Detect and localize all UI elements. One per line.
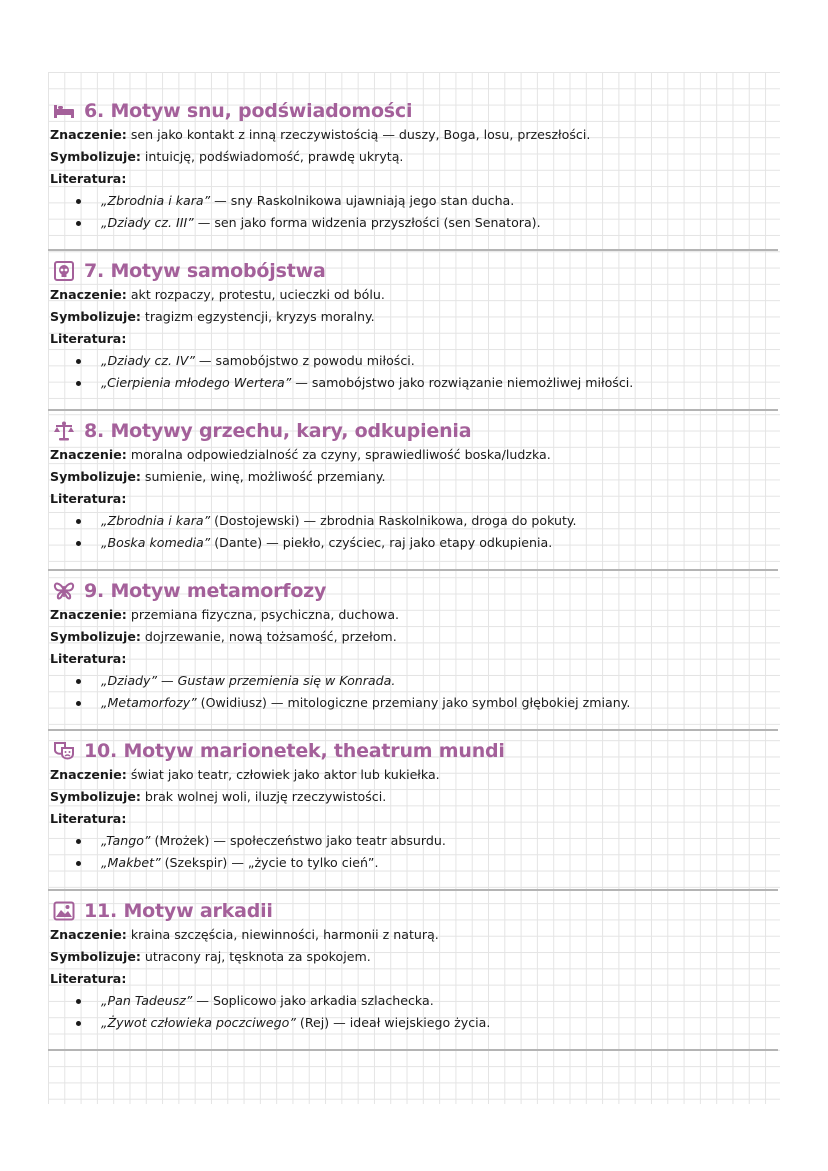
literature-list bbox=[50, 830, 778, 874]
work-description: (Rej) — ideał wiejskiego życia. bbox=[295, 1015, 491, 1030]
symbolism-label: Symbolizuje bbox=[50, 309, 136, 324]
work-title: „Boska komedia” bbox=[101, 535, 211, 550]
work-description: — Soplicowo jako arkadia szlachecka. bbox=[192, 993, 434, 1008]
literature-item bbox=[50, 692, 778, 714]
notes-content bbox=[50, 98, 778, 1058]
theater-masks-icon bbox=[52, 740, 76, 762]
literature-label: Literatura bbox=[50, 491, 122, 506]
symbolism-label: Symbolizuje bbox=[50, 949, 136, 964]
motif-section-6 bbox=[50, 98, 778, 258]
symbolism-label: Symbolizuje bbox=[50, 149, 136, 164]
work-title: „Zbrodnia i kara” bbox=[101, 513, 211, 528]
symbolism-line: Symbolizuje: sumienie, winę, możliwość przemiany. bbox=[50, 469, 386, 484]
literature-list bbox=[50, 190, 778, 234]
meaning-text: kraina szczęścia, niewinności, harmonii z naturą. bbox=[130, 927, 439, 942]
meaning-line: Znaczenie: akt rozpaczy, protestu, ucieczki od bólu. bbox=[50, 287, 385, 302]
literature-list bbox=[50, 350, 778, 394]
symbolism-text: dojrzewanie, nową tożsamość, przełom. bbox=[144, 629, 397, 644]
symbolism-label: Symbolizuje bbox=[50, 789, 136, 804]
symbolism-text: sumienie, winę, możliwość przemiany. bbox=[144, 469, 386, 484]
section-title: 8. Motywy grzechu, kary, odkupienia bbox=[84, 420, 472, 442]
meaning-label: Znaczenie bbox=[50, 287, 122, 302]
work-description: — samobójstwo z powodu miłości. bbox=[194, 353, 415, 368]
literature-item bbox=[50, 852, 778, 874]
work-description: (Szekspir) — „życie to tylko cień”. bbox=[160, 855, 379, 870]
meaning-line: Znaczenie: sen jako kontakt z inną rzeczywistością — duszy, Boga, losu, przeszłości. bbox=[50, 127, 591, 142]
symbolism-label: Symbolizuje bbox=[50, 629, 136, 644]
bed-icon bbox=[52, 100, 76, 122]
meaning-text: przemiana fizyczna, psychiczna, duchowa. bbox=[130, 607, 400, 622]
section-divider bbox=[48, 409, 778, 411]
section-title: 10. Motyw marionetek, theatrum mundi bbox=[84, 740, 505, 762]
section-divider bbox=[48, 1049, 778, 1051]
meaning-text: sen jako kontakt z inną rzeczywistością — duszy, Boga, losu, przeszłości. bbox=[130, 127, 591, 142]
motif-section-7 bbox=[50, 258, 778, 418]
work-title: „Dziady cz. IV” bbox=[101, 353, 195, 368]
motif-section-9 bbox=[50, 578, 778, 738]
symbolism-line: Symbolizuje: utracony raj, tęsknota za spokojem. bbox=[50, 949, 371, 964]
work-title: „Pan Tadeusz” bbox=[101, 993, 193, 1008]
meaning-text: akt rozpaczy, protestu, ucieczki od bólu. bbox=[130, 287, 385, 302]
section-title: 9. Motyw metamorfozy bbox=[84, 580, 327, 602]
meaning-line: Znaczenie: świat jako teatr, człowiek jako aktor lub kukiełka. bbox=[50, 767, 440, 782]
work-description: (Dostojewski) — zbrodnia Raskolnikowa, droga do pokuty. bbox=[210, 513, 577, 528]
literature-label: Literatura bbox=[50, 331, 122, 346]
symbolism-line: Symbolizuje: brak wolnej woli, iluzję rzeczywistości. bbox=[50, 789, 387, 804]
scales-icon bbox=[52, 420, 76, 442]
meaning-line: Znaczenie: kraina szczęścia, niewinności, harmonii z naturą. bbox=[50, 927, 439, 942]
symbolism-label: Symbolizuje bbox=[50, 469, 136, 484]
literature-item bbox=[50, 670, 778, 692]
work-description: — samobójstwo jako rozwiązanie niemożliwej miłości. bbox=[291, 375, 634, 390]
section-heading bbox=[50, 418, 778, 444]
work-description: (Owidiusz) — mitologiczne przemiany jako symbol głębokiej zmiany. bbox=[196, 695, 631, 710]
section-heading bbox=[50, 738, 778, 764]
work-description: — Gustaw przemienia się w Konrada. bbox=[157, 673, 396, 688]
literature-item bbox=[50, 830, 778, 852]
motif-section-11 bbox=[50, 898, 778, 1058]
literature-line: Literatura: bbox=[50, 651, 127, 666]
section-divider bbox=[48, 569, 778, 571]
meaning-line: Znaczenie: moralna odpowiedzialność za czyny, sprawiedliwość boska/ludzka. bbox=[50, 447, 551, 462]
literature-item bbox=[50, 190, 778, 212]
meaning-label: Znaczenie bbox=[50, 767, 122, 782]
literature-line: Literatura: bbox=[50, 971, 127, 986]
work-title: „Cierpienia młodego Wertera” bbox=[101, 375, 292, 390]
symbolism-text: brak wolnej woli, iluzję rzeczywistości. bbox=[144, 789, 387, 804]
meaning-text: świat jako teatr, człowiek jako aktor lub kukiełka. bbox=[130, 767, 440, 782]
work-description: — sen jako forma widzenia przyszłości (sen Senatora). bbox=[193, 215, 541, 230]
work-title: „Metamorfozy” bbox=[101, 695, 197, 710]
literature-label: Literatura bbox=[50, 171, 122, 186]
symbolism-line: Symbolizuje: intuicję, podświadomość, prawdę ukrytą. bbox=[50, 149, 404, 164]
section-heading bbox=[50, 578, 778, 604]
section-heading bbox=[50, 98, 778, 124]
literature-item bbox=[50, 990, 778, 1012]
literature-item bbox=[50, 212, 778, 234]
work-title: „Zbrodnia i kara” bbox=[101, 193, 211, 208]
work-title: „Makbet” bbox=[101, 855, 161, 870]
skull-icon bbox=[52, 260, 76, 282]
meaning-label: Znaczenie bbox=[50, 127, 122, 142]
literature-line: Literatura: bbox=[50, 171, 127, 186]
work-description: (Mrożek) — społeczeństwo jako teatr absurdu. bbox=[150, 833, 446, 848]
meaning-label: Znaczenie bbox=[50, 447, 122, 462]
literature-item bbox=[50, 372, 778, 394]
symbolism-text: utracony raj, tęsknota za spokojem. bbox=[144, 949, 371, 964]
symbolism-text: tragizm egzystencji, kryzys moralny. bbox=[144, 309, 375, 324]
work-title: „Tango” bbox=[101, 833, 151, 848]
butterfly-icon bbox=[52, 580, 76, 602]
literature-line: Literatura: bbox=[50, 811, 127, 826]
literature-item bbox=[50, 510, 778, 532]
work-title: „Dziady cz. III” bbox=[101, 215, 194, 230]
section-title: 7. Motyw samobójstwa bbox=[84, 260, 326, 282]
work-description: (Dante) — piekło, czyściec, raj jako etapy odkupienia. bbox=[210, 535, 553, 550]
symbolism-line: Symbolizuje: dojrzewanie, nową tożsamość, przełom. bbox=[50, 629, 397, 644]
section-divider bbox=[48, 889, 778, 891]
literature-label: Literatura bbox=[50, 651, 122, 666]
literature-label: Literatura bbox=[50, 811, 122, 826]
literature-item bbox=[50, 1012, 778, 1034]
meaning-label: Znaczenie bbox=[50, 607, 122, 622]
section-heading bbox=[50, 258, 778, 284]
work-title: „Żywot człowieka poczciwego” bbox=[101, 1015, 296, 1030]
literature-list bbox=[50, 990, 778, 1034]
literature-label: Literatura bbox=[50, 971, 122, 986]
section-divider bbox=[48, 729, 778, 731]
section-heading bbox=[50, 898, 778, 924]
literature-line: Literatura: bbox=[50, 331, 127, 346]
symbolism-line: Symbolizuje: tragizm egzystencji, kryzys moralny. bbox=[50, 309, 375, 324]
section-divider bbox=[48, 249, 778, 251]
meaning-label: Znaczenie bbox=[50, 927, 122, 942]
literature-list bbox=[50, 670, 778, 714]
motif-section-10 bbox=[50, 738, 778, 898]
work-title: „Dziady” bbox=[101, 673, 158, 688]
motif-section-8 bbox=[50, 418, 778, 578]
landscape-icon bbox=[52, 900, 76, 922]
symbolism-text: intuicję, podświadomość, prawdę ukrytą. bbox=[144, 149, 404, 164]
literature-item bbox=[50, 350, 778, 372]
meaning-line: Znaczenie: przemiana fizyczna, psychiczna, duchowa. bbox=[50, 607, 400, 622]
section-title: 11. Motyw arkadii bbox=[84, 900, 273, 922]
literature-line: Literatura: bbox=[50, 491, 127, 506]
section-title: 6. Motyw snu, podświadomości bbox=[84, 100, 413, 122]
literature-item bbox=[50, 532, 778, 554]
work-description: — sny Raskolnikowa ujawniają jego stan ducha. bbox=[210, 193, 515, 208]
literature-list bbox=[50, 510, 778, 554]
meaning-text: moralna odpowiedzialność za czyny, sprawiedliwość boska/ludzka. bbox=[130, 447, 551, 462]
